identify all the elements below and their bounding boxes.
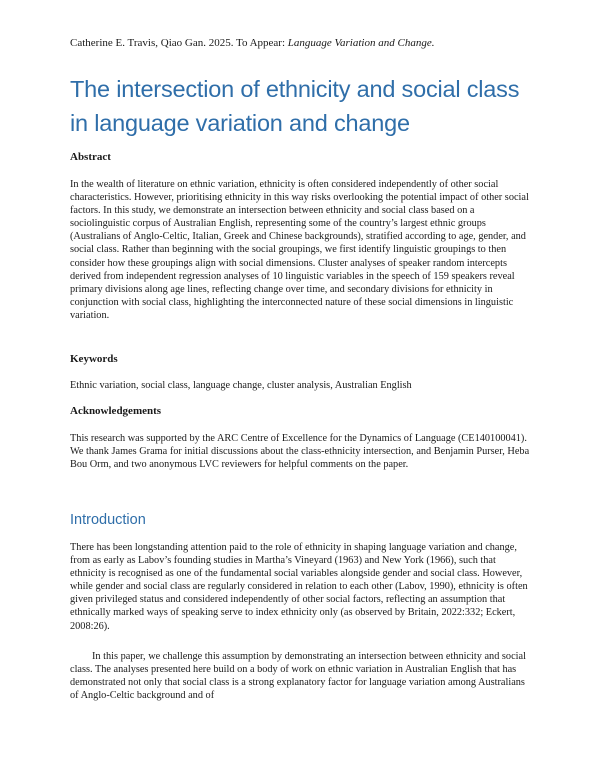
acknowledgements-heading: Acknowledgements <box>70 405 162 417</box>
paper-title: The intersection of ethnicity and social class in language variation and change <box>70 76 520 136</box>
introduction-paragraph-1: There has been longstanding attention paid to the role of ethnicity in shaping language variation and change, from as early as Labov’s founding studies in Martha’s Vineyard (1963) and New York (1966), such that ethnicity is recognised as one of the fundamental social variables alongside gender and social class. However, while gender and social class are regularly considered in relation to each other (Labov, 1990), ethnicity is often given privileged status and considered independently of other social factors, reflecting an assumption that ethnically marked ways of speaking serve to index ethnicity only (as observed by Britain, 2022:332; Eckert, 2008:26). <box>70 542 528 632</box>
abstract-text: In the wealth of literature on ethnic variation, ethnicity is often considered independently of other social characteristics. However, prioritising ethnicity in this way risks overlooking the potential impact of other social factors. In this study, we demonstrate an intersection between ethnicity and social class based on a sociolinguistic corpus of Australian English, representing some of the country’s largest ethnic groups (Australians of Anglo-Celtic, Italian, Greek and Chinese backgrounds), stratified according to age, gender, and social class. Rather than beginning with the social groupings, we first identify linguistic groupings to then consider how these groupings align with social dimensions. Cluster analyses of speaker random intercepts derived from independent regression analyses of 10 linguistic variables in the speech of 159 speakers reveal primary divisions along age lines, reflecting change over time, and secondary divisions for ethnicity in conjunction with social class, highlighting the interconnected nature of these social dimensions in linguistic variation. <box>70 179 529 321</box>
abstract-heading: Abstract <box>70 151 111 163</box>
introduction-heading: Introduction <box>70 512 146 528</box>
acknowledgements-text: This research was supported by the ARC Centre of Excellence for the Dynamics of Language (CE140100041). We thank James Grama for initial discussions about the class-ethnicity intersection, and Benjamin Purser, Heba Bou Orm, and two anonymous LVC reviewers for helpful comments on the paper. <box>70 433 530 471</box>
citation-journal: Language Variation and Change. <box>287 37 435 49</box>
introduction-paragraph-2: In this paper, we challenge this assumption by demonstrating an intersection between ethnicity and social class. The analyses presented here build on a body of work on ethnic variation in Australian English that has demonstrated not only that social class is a strong explanatory factor for language variation among Australians of Anglo-Celtic background and of <box>70 651 526 702</box>
citation-line <box>70 36 540 50</box>
citation-authors: Catherine E. Travis, Qiao Gan. 2025. To Appear: <box>70 37 288 49</box>
keywords-text: Ethnic variation, social class, language change, cluster analysis, Australian English <box>70 380 412 391</box>
keywords-heading: Keywords <box>70 353 118 365</box>
